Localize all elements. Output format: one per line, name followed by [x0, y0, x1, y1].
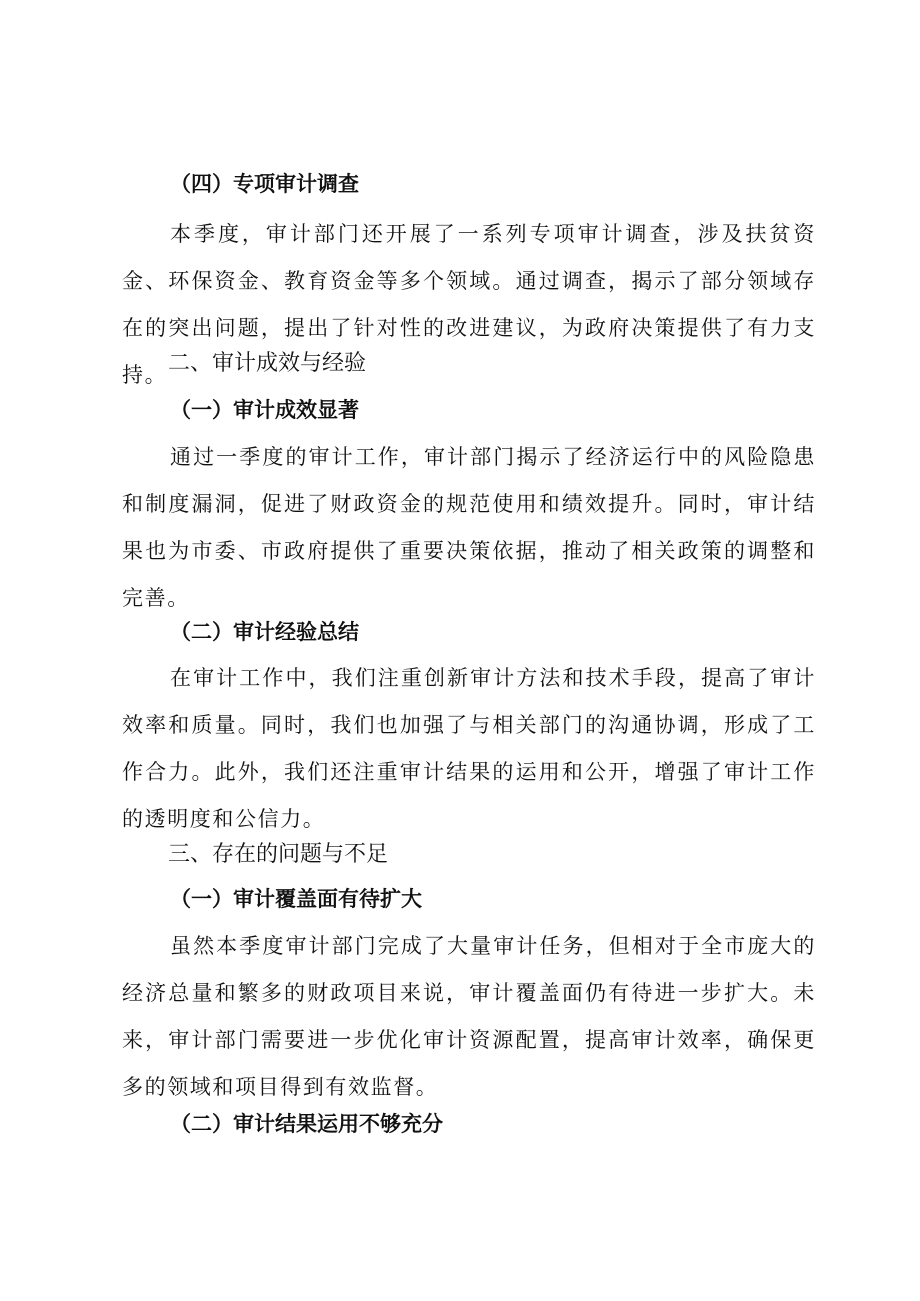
subheading-audit-coverage: （一）审计覆盖面有待扩大 [170, 887, 422, 911]
subheading-audit-experience-summary: （二）审计经验总结 [170, 620, 359, 644]
section-heading-problems-shortcomings: 三、存在的问题与不足 [168, 842, 389, 867]
subheading-audit-result-usage: （二）审计结果运用不够充分 [170, 1112, 443, 1136]
paragraph-special-audit-survey: 本季度，审计部门还开展了一系列专项审计调查，涉及扶贫资金、环保资金、教育资金等多个领域。通过调查，揭示了部分领域存在的突出问题，提出了针对性的改进建议，为政府决策提供了有力支持。 [122, 222, 816, 387]
paragraph-audit-experience: 在审计工作中，我们注重创新审计方法和技术手段，提高了审计效率和质量。同时，我们也加强了与相关部门的沟通协调，形成了工作合力。此外，我们还注重审计结果的运用和公开，增强了审计工作的透明度和公信力。 [122, 666, 816, 831]
section-heading-audit-results-experience: 二、审计成效与经验 [168, 351, 367, 376]
subheading-special-audit-survey: （四）专项审计调查 [170, 172, 359, 196]
paragraph-audit-results: 通过一季度的审计工作，审计部门揭示了经济运行中的风险隐患和制度漏洞，促进了财政资金的规范使用和绩效提升。同时，审计结果也为市委、市政府提供了重要决策依据，推动了相关政策的调整和完善。 [122, 445, 816, 610]
subheading-audit-results-significant: （一）审计成效显著 [170, 398, 359, 422]
paragraph-audit-coverage: 虽然本季度审计部门完成了大量审计任务，但相对于全市庞大的经济总量和繁多的财政项目来说，审计覆盖面仍有待进一步扩大。未来，审计部门需要进一步优化审计资源配置，提高审计效率，确保更多的领域和项目得到有效监督。 [122, 934, 816, 1099]
